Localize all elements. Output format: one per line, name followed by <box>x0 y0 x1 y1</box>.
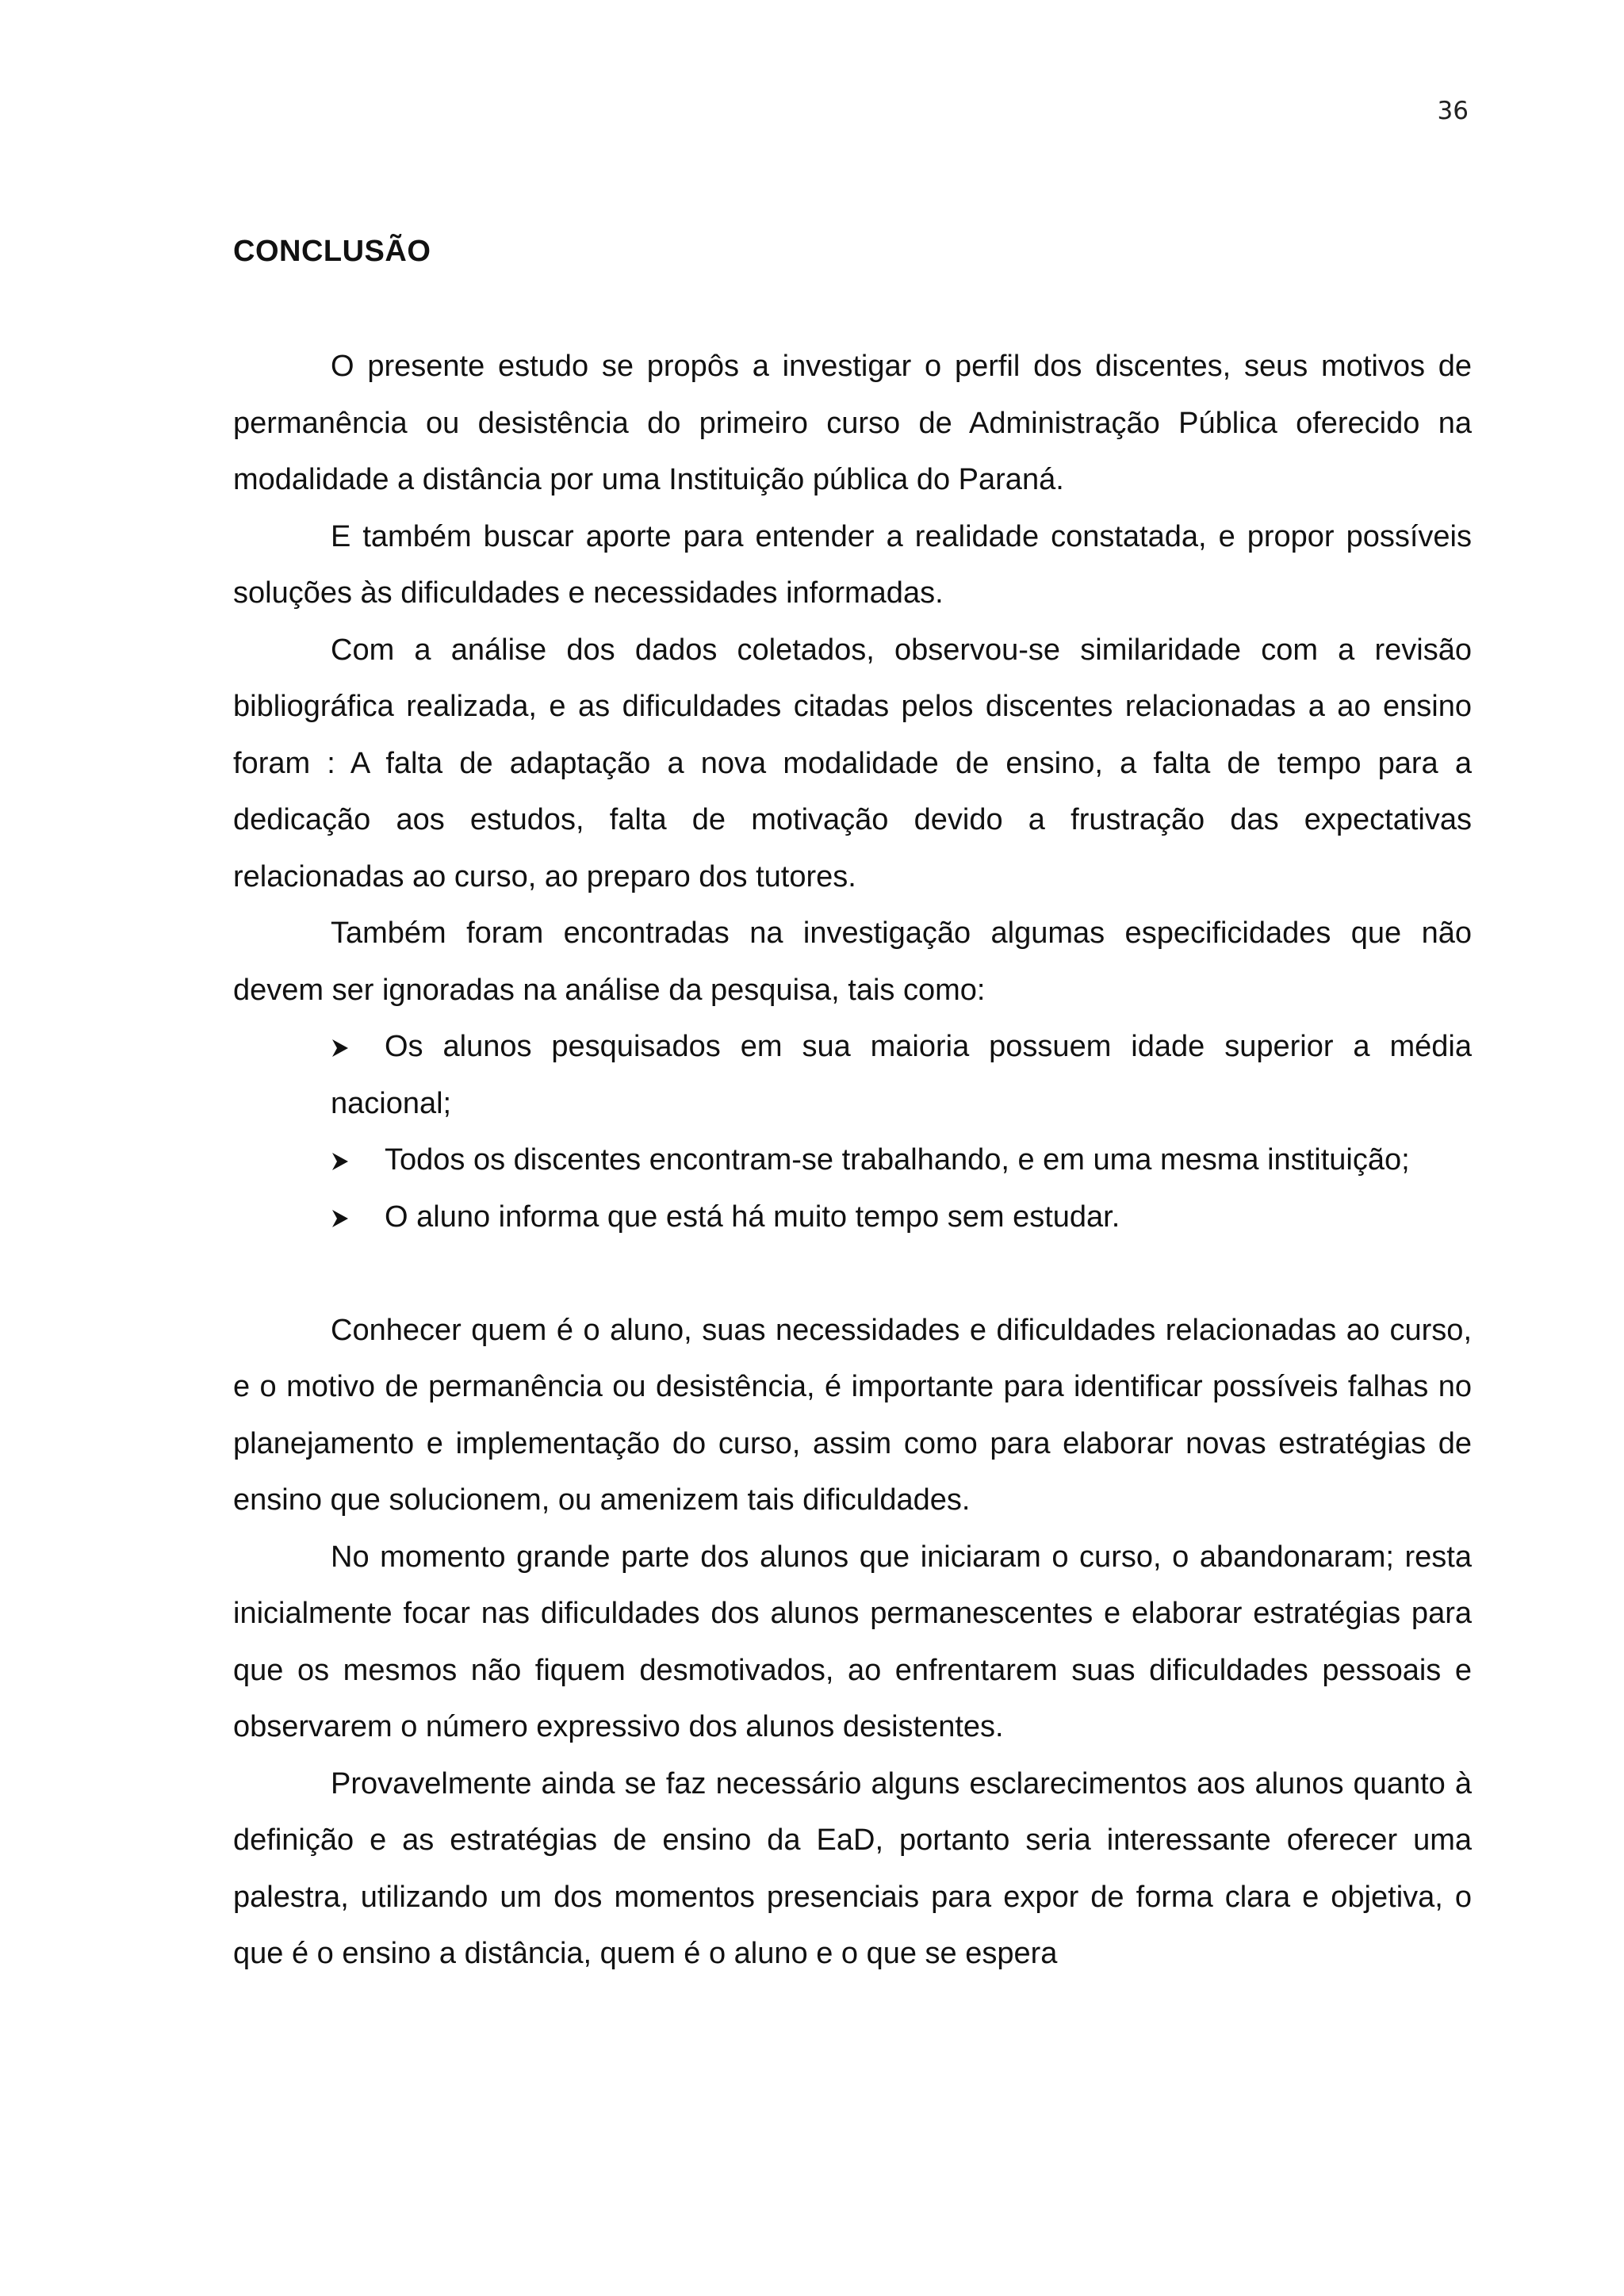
arrowhead-bullet-icon <box>331 1147 385 1174</box>
list-item-text: O aluno informa que está há muito tempo sem estudar. <box>385 1200 1120 1234</box>
page-number: 36 <box>1437 97 1469 125</box>
list-item <box>331 1189 1472 1246</box>
body-text <box>233 339 1472 1983</box>
arrowhead-bullet-icon <box>331 1204 385 1231</box>
list-item-text: Todos os discentes encontram-se trabalhando, e em uma mesma instituição; <box>385 1143 1410 1177</box>
paragraph: Conhecer quem é o aluno, suas necessidades e dificuldades relacionadas ao curso, e o motivo de permanência ou desistência, é importante para identificar possíveis falhas no planejamento e implementação do curso, assim como para elaborar novas estratégias de ensino que solucionem, ou amenizem tais dificuldades. <box>233 1313 1472 1517</box>
paragraph: Com a análise dos dados coletados, observou-se similaridade com a revisão bibliográfica realizada, e as dificuldades citadas pelos discentes relacionadas a ao ensino foram : A falta de adaptação a nova modalidade de ensino, a falta de tempo para a dedicação aos estudos, falta de motivação devido a frustração das expectativas relacionadas ao curso, ao preparo dos tutores. <box>233 633 1472 894</box>
arrowhead-bullet-icon <box>331 1034 385 1061</box>
section-heading: CONCLUSÃO <box>233 235 431 268</box>
list-item <box>331 1019 1472 1132</box>
blank-line <box>233 1246 1472 1303</box>
paragraph: O presente estudo se propôs a investigar o perfil dos discentes, seus motivos de permanência ou desistência do primeiro curso de Administração Pública oferecido na modalidade a distância por uma Instituição pública do Paraná. <box>233 350 1472 496</box>
bullet-list <box>233 1019 1472 1246</box>
list-item-text: Os alunos pesquisados em sua maioria possuem idade superior a média nacional; <box>331 1030 1472 1120</box>
paragraph-continues-next-page: Provavelmente ainda se faz necessário alguns esclarecimentos aos alunos quanto à definição e as estratégias de ensino da EaD, portanto seria interessante oferecer uma palestra, utilizando um dos momentos presenciais para expor de forma clara e objetiva, o que é o ensino a distância, quem é o aluno e o que se espera <box>233 1766 1472 1970</box>
paragraph: E também buscar aporte para entender a realidade constatada, e propor possíveis soluções às dificuldades e necessidades informadas. <box>233 519 1472 610</box>
list-item <box>331 1132 1472 1189</box>
paragraph: Também foram encontradas na investigação algumas especificidades que não devem ser ignoradas na análise da pesquisa, tais como: <box>233 916 1472 1007</box>
paragraph: No momento grande parte dos alunos que iniciaram o curso, o abandonaram; resta inicialmente focar nas dificuldades dos alunos permanescentes e elaborar estratégias para que os mesmos não fiquem desmotivados, ao enfrentarem suas dificuldades pessoais e observarem o número expressivo dos alunos desistentes. <box>233 1540 1472 1743</box>
